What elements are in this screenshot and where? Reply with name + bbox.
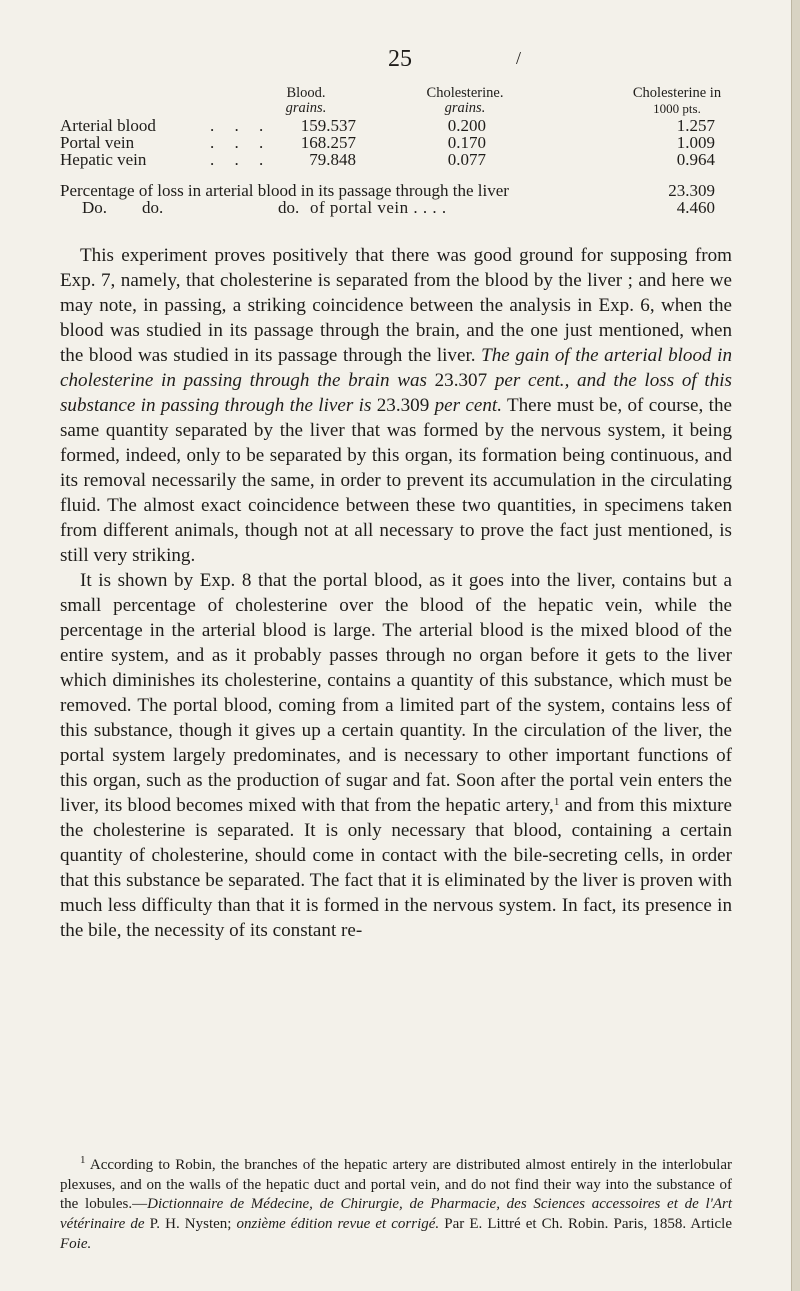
header-blood: Blood. grains. <box>285 85 327 116</box>
table-row-hepatic: Hepatic vein . . . 79.848 0.077 0.964 <box>60 150 715 169</box>
header-cholesterine: Cholesterine. grains. <box>426 85 504 116</box>
page-edge <box>791 0 800 1291</box>
page-number: 25 / <box>388 46 522 72</box>
header-cholesterine-per-1000: Cholesterine in 1000 pts. <box>632 85 722 116</box>
percentage-arterial: Percentage of loss in arterial blood in its passage through the liver 23.309 <box>60 181 715 200</box>
footnote-marker: 1 <box>80 1154 86 1166</box>
body-text <box>60 243 732 943</box>
footnote-reference: 1 <box>553 796 560 808</box>
percentage-portal: Do. do. do. of portal vein . . . . 4.460 <box>82 198 715 217</box>
paragraph: It is shown by Exp. 8 that the portal blood, as it goes into the liver, contains but a small percentage of cholesterine over the blood of the hepatic vein, while the percentage in the arterial blood is large. The arterial blood is the mixed blood of the entire system, and as it probably passes through no organ before it gets to the liver which diminishes its cholesterine, contains a quantity of this substance, which must be removed. The portal blood, coming from a limited part of the system, contains less of this substance, though it gives up a certain quantity. In the circulation of the liver, the portal system largely predominates, and is necessary to other important functions of this organ, such as the production of sugar and fat. Soon after the portal vein enters the liver, its blood becomes mixed with that from the hepatic artery,$^1$ and from this mixture the cholesterine is separated. It is only necessary that blood, containing a certain quantity of cholesterine, should come in contact with the bile-secreting cells, in order that this substance be separated. The fact that it is eliminated by the liver is proven with much less difficulty than that it is formed in the nervous system. In fact, its presence in the bile, the necessity of its constant re- <box>60 570 733 941</box>
footnote: $^1$ According to Robin, the branches of the hepatic artery are distributed almost entirely in the interlobular plexuses, and on the walls of the hepatic duct and portal vein, and do not find their way into the substance of the lobules.—Dictionnaire de Médecine, de Chirurgie, de Pharmacie, des Sciences accessoires et de l'Art vétérinaire de P. H. Nysten; onzième édition revue et corrigé. Par E. Littré et Ch. Robin. Paris, 1858. Article Foie. <box>60 1154 733 1252</box>
table-row-portal: Portal vein . . . 168.257 0.170 1.009 <box>60 133 715 152</box>
paragraph: This experiment proves positively that there was good ground for supposing from Exp. 7, namely, that cholesterine is separated from the blood by the liver ; and here we may note, in passing, a striking coincidence between the analysis in Exp. 6, when the blood was studied in its passage through the brain, and the one just mentioned, when the blood was studied in its passage through the liver. The gain of the arterial blood in cholesterine in passing through the brain was 23.307 per cent., and the loss of this substance in passing through the liver is 23.309 per cent. There must be, of course, the same quantity separated by the liver that was formed by the nervous system, it being formed, indeed, only to be separated by this organ, its formation being continuous, and its removal necessarily the same, in order to prevent its accumulation in the circulating fluid. The almost exact coincidence between these two quantities, in specimens taken from different animals, though not at all necessary to prove the fact just mentioned, is still very striking. <box>60 245 732 566</box>
stray-mark: / <box>516 48 522 68</box>
table-row-arterial: Arterial blood . . . 159.537 0.200 1.257 <box>60 116 715 135</box>
